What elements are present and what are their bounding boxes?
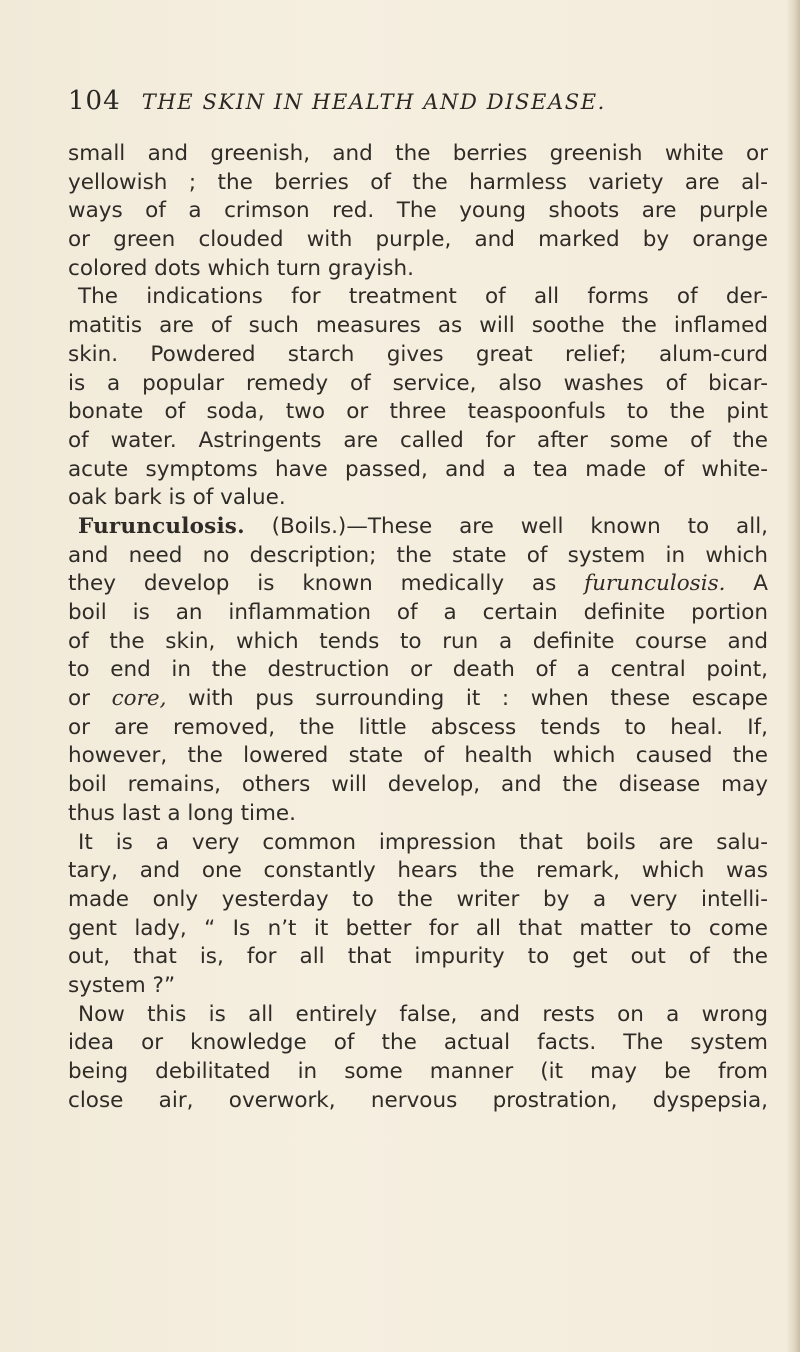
text-line: gent lady, “ Is n’t it better for all that matter to come xyxy=(68,915,768,941)
text-line: to end in the destruction or death of a central point, xyxy=(68,657,768,683)
text-run: they develop is known medically as xyxy=(68,571,585,597)
text-line: boil remains, others will develop, and the disease may xyxy=(68,772,768,798)
section-heading: Furunculosis. xyxy=(78,513,245,539)
text-run: A xyxy=(725,571,768,597)
text-line: bonate of soda, two or three teaspoonfuls to the pint xyxy=(68,399,768,425)
text-line: of water. Astringents are called for after some of the xyxy=(68,427,768,453)
text-line: Now this is all entirely false, and rests on a wrong xyxy=(78,1001,768,1027)
page-edge-shadow xyxy=(786,0,800,1352)
text-line: tary, and one constantly hears the remark, which was xyxy=(68,858,768,884)
text-line: is a popular remedy of service, also washes of bicar- xyxy=(68,370,768,396)
text-line: being debilitated in some manner (it may be from xyxy=(68,1059,768,1084)
text-run: with pus surrounding it : when these escape xyxy=(166,686,768,712)
text-line: out, that is, for all that impurity to get out of the xyxy=(68,944,768,970)
text-line xyxy=(68,570,768,599)
body-text xyxy=(68,140,768,1115)
text-line: or green clouded with purple, and marked by orange xyxy=(68,227,768,253)
italic-term: core, xyxy=(111,686,167,712)
text-line: of the skin, which tends to run a definite course and xyxy=(68,628,768,654)
page-number: 104 xyxy=(68,86,121,116)
text-line: acute symptoms have passed, and a tea made of white- xyxy=(68,456,768,482)
text-line: colored dots which turn grayish. xyxy=(68,255,414,281)
text-line xyxy=(68,685,768,714)
text-line: or are removed, the little abscess tends to heal. If, xyxy=(68,714,768,740)
text-run: or xyxy=(68,686,112,712)
text-line xyxy=(68,513,768,542)
text-line: close air, overwork, nervous prostration, dyspepsia, xyxy=(68,1087,768,1113)
text-line: system ?” xyxy=(68,972,176,998)
running-head xyxy=(68,86,748,120)
text-line: thus last a long time. xyxy=(68,800,296,826)
text-line: and need no description; the state of system in which xyxy=(68,542,768,568)
text-line: matitis are of such measures as will soothe the inflamed xyxy=(68,313,768,339)
text-line: It is a very common impression that boils are salu- xyxy=(78,829,768,855)
running-title: THE SKIN IN HEALTH AND DISEASE. xyxy=(141,90,606,114)
text-line: idea or knowledge of the actual facts. The system xyxy=(68,1030,768,1056)
text-line: however, the lowered state of health which caused the xyxy=(68,743,768,769)
text-line: boil is an inflammation of a certain definite portion xyxy=(68,600,768,625)
text-line: made only yesterday to the writer by a very intelli- xyxy=(68,886,768,912)
italic-term: furunculosis. xyxy=(584,571,726,597)
text-line: The indications for treatment of all forms of der- xyxy=(78,284,768,310)
text-run: (Boils.)—These are well known to all, xyxy=(244,513,768,539)
text-line: oak bark is of value. xyxy=(68,485,286,511)
text-line: yellowish ; the berries of the harmless variety are al- xyxy=(68,169,768,195)
text-line: skin. Powdered starch gives great relief; alum-curd xyxy=(68,341,768,367)
text-line: ways of a crimson red. The young shoots are purple xyxy=(68,198,768,224)
text-line: small and greenish, and the berries greenish white or xyxy=(68,141,768,166)
